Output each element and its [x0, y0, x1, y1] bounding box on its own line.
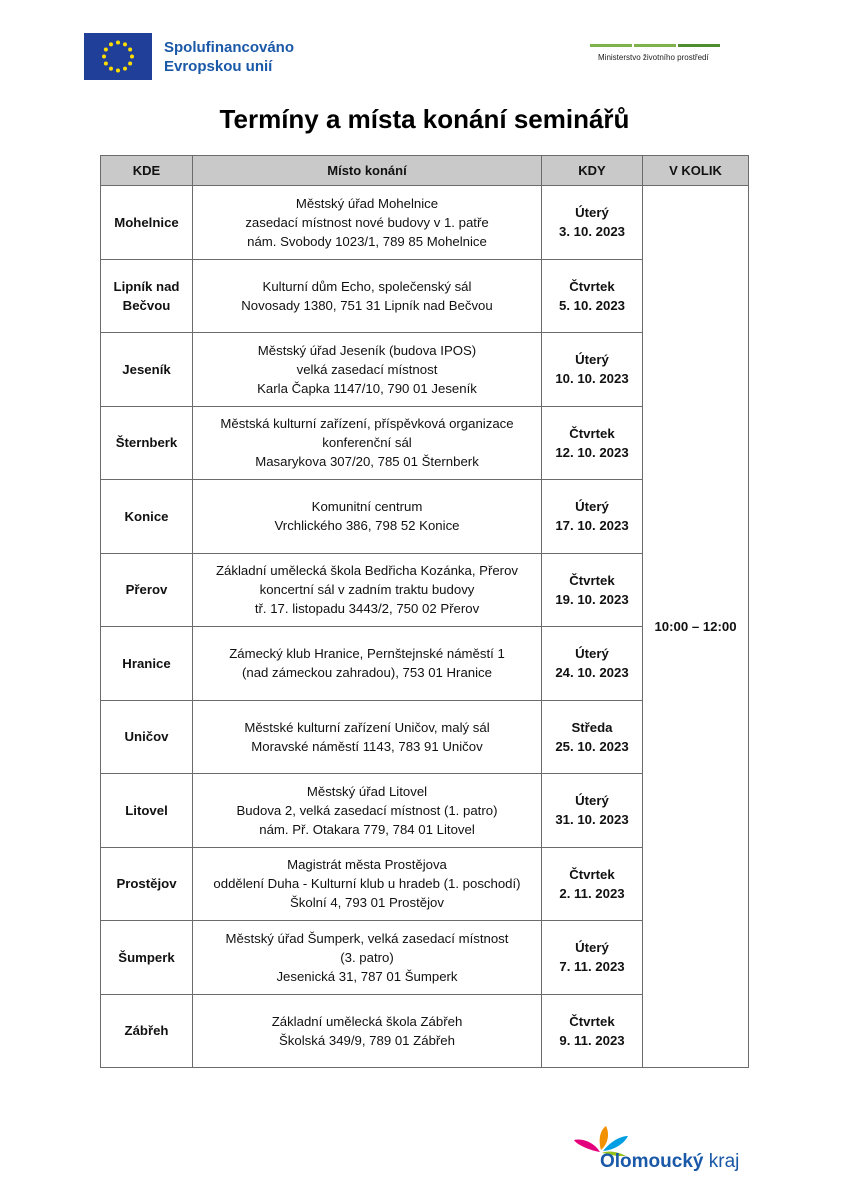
- seminar-date: [542, 774, 643, 848]
- eu-star: [116, 69, 120, 73]
- column-header-kde: KDE: [101, 156, 193, 186]
- weekday: Čtvrtek: [569, 866, 615, 882]
- venue-line: Městský úřad Mohelnice: [295, 195, 439, 211]
- location-town: [101, 480, 193, 554]
- location-town: [101, 774, 193, 848]
- kraj-name-bold: Olomoucký: [600, 1151, 704, 1172]
- eu-star: [123, 67, 127, 71]
- location-town: [101, 553, 193, 627]
- page-title: Termíny a místa konání seminářů: [219, 104, 630, 134]
- town-line: Mohelnice: [114, 214, 179, 230]
- seminar-date: [542, 921, 643, 995]
- town-line: Bečvou: [122, 297, 171, 313]
- eu-star: [109, 67, 113, 71]
- venue: [193, 774, 542, 848]
- venue-line: tř. 17. listopadu 3443/2, 750 02 Přerov: [254, 601, 480, 617]
- location-town: [101, 186, 193, 260]
- venue: [193, 259, 542, 333]
- olomoucky-kraj-text: [600, 1151, 739, 1173]
- date: 17. 10. 2023: [555, 518, 629, 534]
- weekday: Úterý: [575, 499, 609, 515]
- venue-line: Základní umělecká škola Zábřeh: [271, 1013, 463, 1029]
- weekday: Čtvrtek: [569, 278, 615, 294]
- venue-line: Budova 2, velká zasedací místnost (1. patro): [236, 802, 498, 818]
- date: 5. 10. 2023: [559, 297, 625, 313]
- eu-logo-text: [164, 38, 294, 76]
- weekday: Úterý: [575, 352, 609, 368]
- venue: [193, 994, 542, 1068]
- venue: [193, 700, 542, 774]
- venue-line: Kulturní dům Echo, společenský sál: [262, 278, 472, 294]
- column-header-v-kolik: V KOLIK: [643, 156, 749, 186]
- eu-star: [128, 48, 132, 52]
- seminar-date: [542, 847, 643, 921]
- date: 24. 10. 2023: [555, 665, 629, 681]
- seminar-date: [542, 700, 643, 774]
- eu-star: [123, 42, 127, 46]
- location-town: [101, 994, 193, 1068]
- ministry-logo-text: Ministerstvo životního prostředí: [598, 53, 709, 62]
- venue: [193, 480, 542, 554]
- seminar-date: [542, 994, 643, 1068]
- kraj-word: kraj: [708, 1151, 740, 1172]
- venue-line: velká zasedací místnost: [296, 361, 438, 377]
- seminar-date: [542, 627, 643, 701]
- venue-line: Jesenická 31, 787 01 Šumperk: [276, 968, 458, 984]
- venue-line: Městský úřad Šumperk, velká zasedací místnost: [225, 930, 509, 946]
- weekday: Úterý: [575, 205, 609, 221]
- weekday: Středa: [571, 719, 613, 735]
- venue: [193, 921, 542, 995]
- eu-star: [109, 42, 113, 46]
- date: 3. 10. 2023: [559, 224, 625, 240]
- venue-line: oddělení Duha - Kulturní klub u hradeb (1. poschodí): [213, 876, 521, 892]
- weekday: Úterý: [575, 793, 609, 809]
- seminar-date: [542, 333, 643, 407]
- venue-line: Školní 4, 793 01 Prostějov: [290, 895, 444, 911]
- town-line: Prostějov: [116, 876, 177, 892]
- location-town: [101, 627, 193, 701]
- venue-line: Městský úřad Jeseník (budova IPOS): [257, 342, 477, 358]
- seminar-date: [542, 406, 643, 480]
- ministry-bar: [634, 44, 676, 47]
- venue: [193, 333, 542, 407]
- date: 2. 11. 2023: [559, 885, 625, 901]
- eu-flag-icon: [84, 33, 152, 80]
- olomoucky-kraj-logo: [570, 1122, 760, 1182]
- venue: [193, 847, 542, 921]
- venue-line: Moravské náměstí 1143, 783 91 Uničov: [251, 738, 483, 754]
- eu-star: [130, 55, 134, 59]
- petal: [574, 1140, 600, 1153]
- venue-line: Zámecký klub Hranice, Pernštejnské náměstí 1: [229, 646, 505, 662]
- table-row: [101, 186, 749, 260]
- venue-line: (nad zámeckou zahradou), 753 01 Hranice: [242, 665, 492, 681]
- weekday: Úterý: [575, 940, 609, 956]
- seminar-date: [542, 480, 643, 554]
- venue-line: (3. patro): [340, 949, 394, 965]
- town-line: Zábřeh: [124, 1023, 169, 1039]
- eu-star: [102, 55, 106, 59]
- town-line: Lipník nad: [113, 278, 180, 294]
- venue-line: koncertní sál v zadním traktu budovy: [259, 582, 475, 598]
- town-line: Litovel: [125, 802, 168, 818]
- weekday: Čtvrtek: [569, 425, 615, 441]
- seminar-time: 10:00 – 12:00: [643, 186, 749, 1068]
- ministry-bar: [590, 44, 632, 47]
- town-line: Konice: [124, 508, 169, 524]
- town-line: Uničov: [124, 729, 169, 745]
- seminar-date: [542, 259, 643, 333]
- petal: [600, 1126, 608, 1150]
- venue-line: Vrchlického 386, 798 52 Konice: [274, 518, 460, 534]
- table-header-row: [101, 156, 749, 186]
- location-town: [101, 847, 193, 921]
- venue: [193, 627, 542, 701]
- column-header-misto: Místo konání: [193, 156, 542, 186]
- town-line: Přerov: [125, 582, 168, 598]
- location-town: [101, 921, 193, 995]
- date: 10. 10. 2023: [555, 371, 629, 387]
- venue-line: Magistrát města Prostějova: [287, 857, 447, 873]
- seminar-schedule-table: [100, 155, 749, 1068]
- town-line: Jeseník: [122, 361, 171, 377]
- column-header-kdy: KDY: [542, 156, 643, 186]
- venue-line: Karla Čapka 1147/10, 790 01 Jeseník: [257, 380, 477, 396]
- venue-line: Městské kulturní zařízení Uničov, malý sál: [244, 719, 490, 735]
- venue: [193, 406, 542, 480]
- eu-logo-line2: Evropskou unií: [164, 57, 273, 75]
- weekday: Čtvrtek: [569, 1013, 615, 1029]
- venue-line: Školská 349/9, 789 01 Zábřeh: [279, 1032, 455, 1048]
- location-town: [101, 406, 193, 480]
- date: 12. 10. 2023: [555, 444, 629, 460]
- venue-line: zasedací místnost nové budovy v 1. patře: [245, 214, 489, 230]
- eu-star: [104, 48, 108, 52]
- venue-line: Novosady 1380, 751 31 Lipník nad Bečvou: [241, 297, 493, 313]
- town-line: Hranice: [122, 655, 171, 671]
- location-town: [101, 259, 193, 333]
- eu-star: [128, 62, 132, 66]
- location-town: [101, 333, 193, 407]
- eu-logo-line1: Spolufinancováno: [164, 38, 295, 56]
- venue-line: Městský úřad Litovel: [306, 783, 428, 799]
- venue-line: Masarykova 307/20, 785 01 Šternberk: [255, 454, 479, 470]
- ministry-logo-bars: [590, 44, 720, 47]
- seminar-date: [542, 553, 643, 627]
- seminar-date: [542, 186, 643, 260]
- date: 19. 10. 2023: [555, 591, 629, 607]
- weekday: Čtvrtek: [569, 572, 615, 588]
- eu-cofunded-logo: [84, 33, 294, 80]
- date: 9. 11. 2023: [559, 1032, 625, 1048]
- venue-line: konferenční sál: [322, 435, 412, 451]
- ministry-logo: [590, 44, 720, 62]
- eu-star: [104, 62, 108, 66]
- date: 7. 11. 2023: [559, 959, 625, 975]
- eu-stars-icon: [84, 33, 152, 80]
- venue: [193, 553, 542, 627]
- venue-line: Městská kulturní zařízení, příspěvková organizace: [220, 416, 514, 432]
- weekday: Úterý: [575, 646, 609, 662]
- date: 25. 10. 2023: [555, 738, 629, 754]
- town-line: Šternberk: [115, 435, 178, 451]
- venue-line: Komunitní centrum: [311, 499, 423, 515]
- eu-star: [116, 41, 120, 45]
- location-town: [101, 700, 193, 774]
- venue-line: nám. Př. Otakara 779, 784 01 Litovel: [259, 821, 475, 837]
- town-line: Šumperk: [118, 949, 175, 965]
- ministry-bar: [678, 44, 720, 47]
- date: 31. 10. 2023: [555, 812, 629, 828]
- venue-line: Základní umělecká škola Bedřicha Kozánka, Přerov: [216, 563, 518, 579]
- venue: [193, 186, 542, 260]
- venue-line: nám. Svobody 1023/1, 789 85 Mohelnice: [247, 233, 487, 249]
